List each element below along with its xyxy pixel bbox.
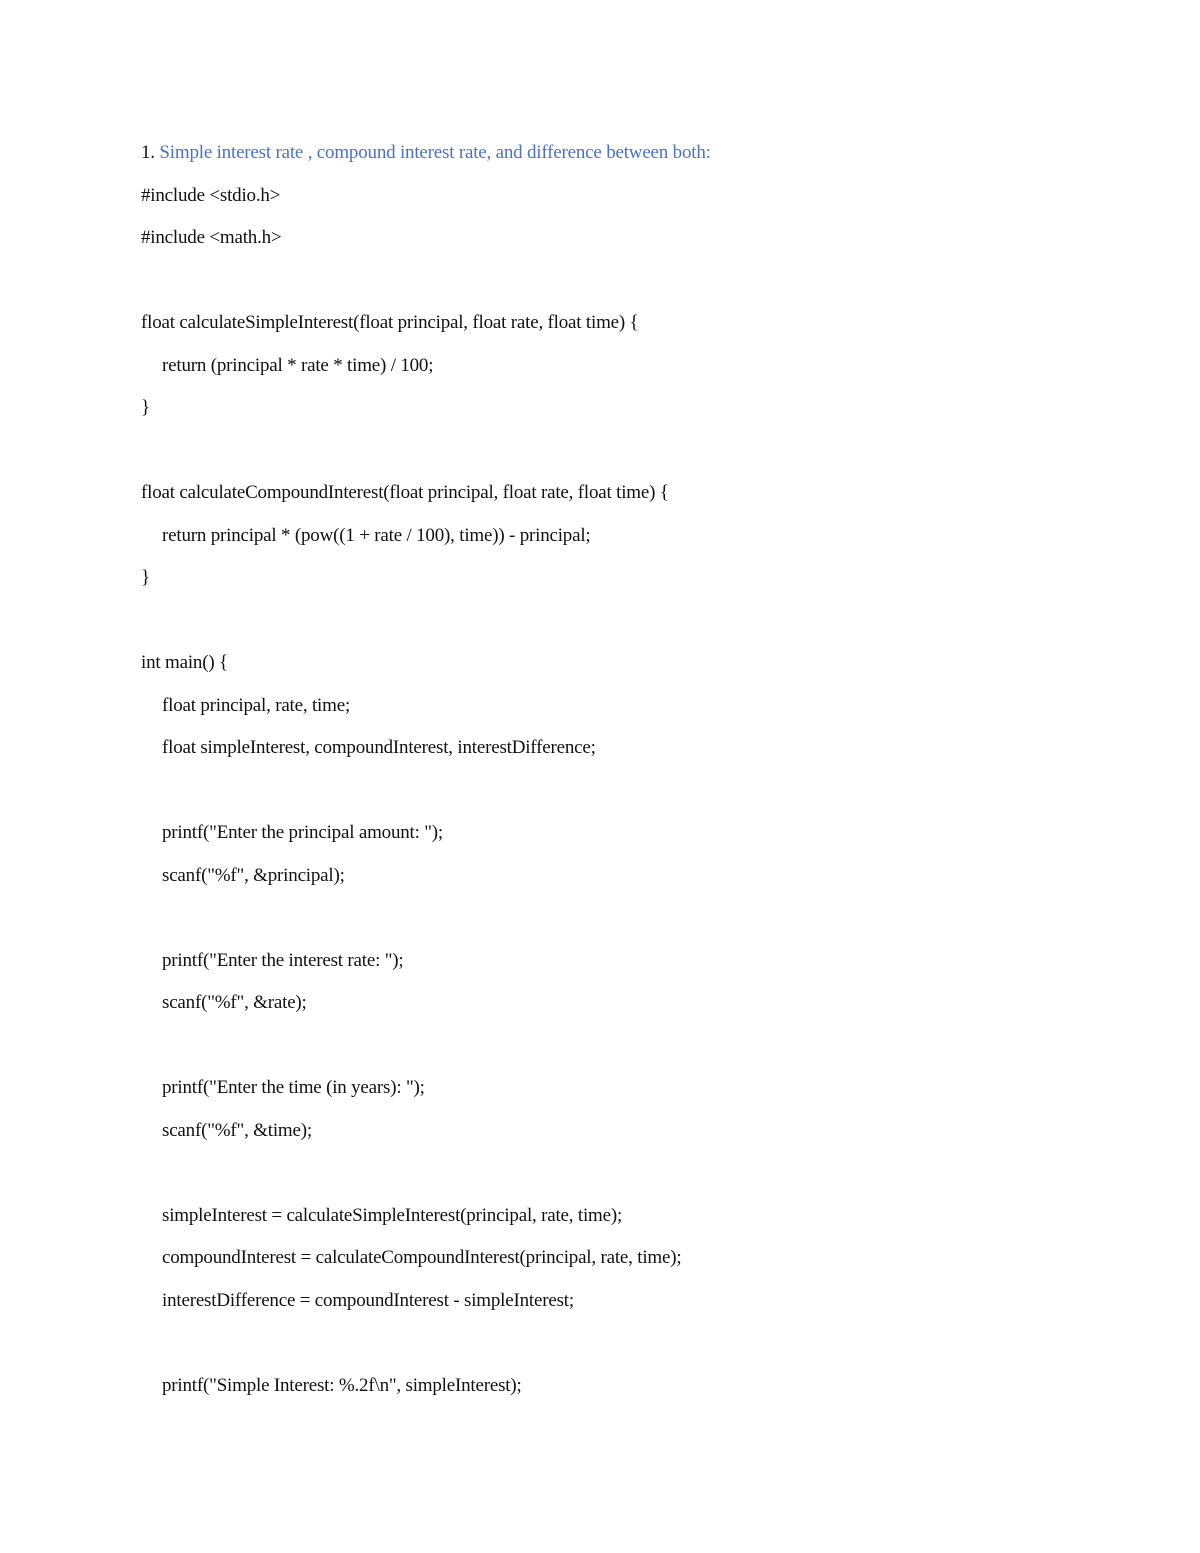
blank-line xyxy=(141,430,1101,473)
code-line-compound-return: return principal * (pow((1 + rate / 100), time)) - principal; xyxy=(162,524,591,546)
code-line-assign-simple: simpleInterest = calculateSimpleInterest(principal, rate, time); xyxy=(162,1204,623,1226)
code-line-prompt-principal: printf("Enter the principal amount: "); xyxy=(162,822,444,843)
blank-line xyxy=(141,1025,1101,1068)
code-line-simple-return: return (principal * rate * time) / 100; xyxy=(162,354,434,376)
code-line-simple-close: } xyxy=(141,397,150,418)
section-number: 1. xyxy=(141,142,155,163)
code-line-scan-time: scanf("%f", &time); xyxy=(162,1119,312,1141)
code-line-include-math: #include <math.h> xyxy=(141,227,282,248)
code-line-prompt-rate: printf("Enter the interest rate: "); xyxy=(162,949,404,971)
code-line-declare-results: float simpleInterest, compoundInterest, interestDifference; xyxy=(162,737,596,758)
blank-line xyxy=(141,260,1101,303)
code-line-compound-signature: float calculateCompoundInterest(float principal, float rate, float time) { xyxy=(141,482,669,503)
blank-line xyxy=(141,1322,1101,1365)
blank-line xyxy=(141,897,1101,940)
section-title: Simple interest rate , compound interest rate, and difference between both: xyxy=(159,142,711,163)
section-heading xyxy=(141,132,1101,175)
code-line-scan-principal: scanf("%f", &principal); xyxy=(162,864,345,886)
code-line-assign-compound: compoundInterest = calculateCompoundInterest(principal, rate, time); xyxy=(162,1247,682,1268)
code-line-include-stdio: #include <stdio.h> xyxy=(141,184,281,206)
document-body xyxy=(141,132,1101,1407)
code-line-main-signature: int main() { xyxy=(141,652,228,673)
blank-line xyxy=(141,1152,1101,1195)
code-line-print-simple: printf("Simple Interest: %.2f\n", simpleInterest); xyxy=(162,1374,522,1396)
code-line-scan-rate: scanf("%f", &rate); xyxy=(162,992,307,1013)
blank-line xyxy=(141,600,1101,643)
code-line-declare-inputs: float principal, rate, time; xyxy=(162,694,351,716)
blank-line xyxy=(141,770,1101,813)
code-line-assign-difference: interestDifference = compoundInterest - simpleInterest; xyxy=(162,1289,574,1311)
code-line-compound-close: } xyxy=(141,567,150,588)
code-line-prompt-time: printf("Enter the time (in years): "); xyxy=(162,1077,425,1098)
code-line-simple-signature: float calculateSimpleInterest(float principal, float rate, float time) { xyxy=(141,312,639,333)
